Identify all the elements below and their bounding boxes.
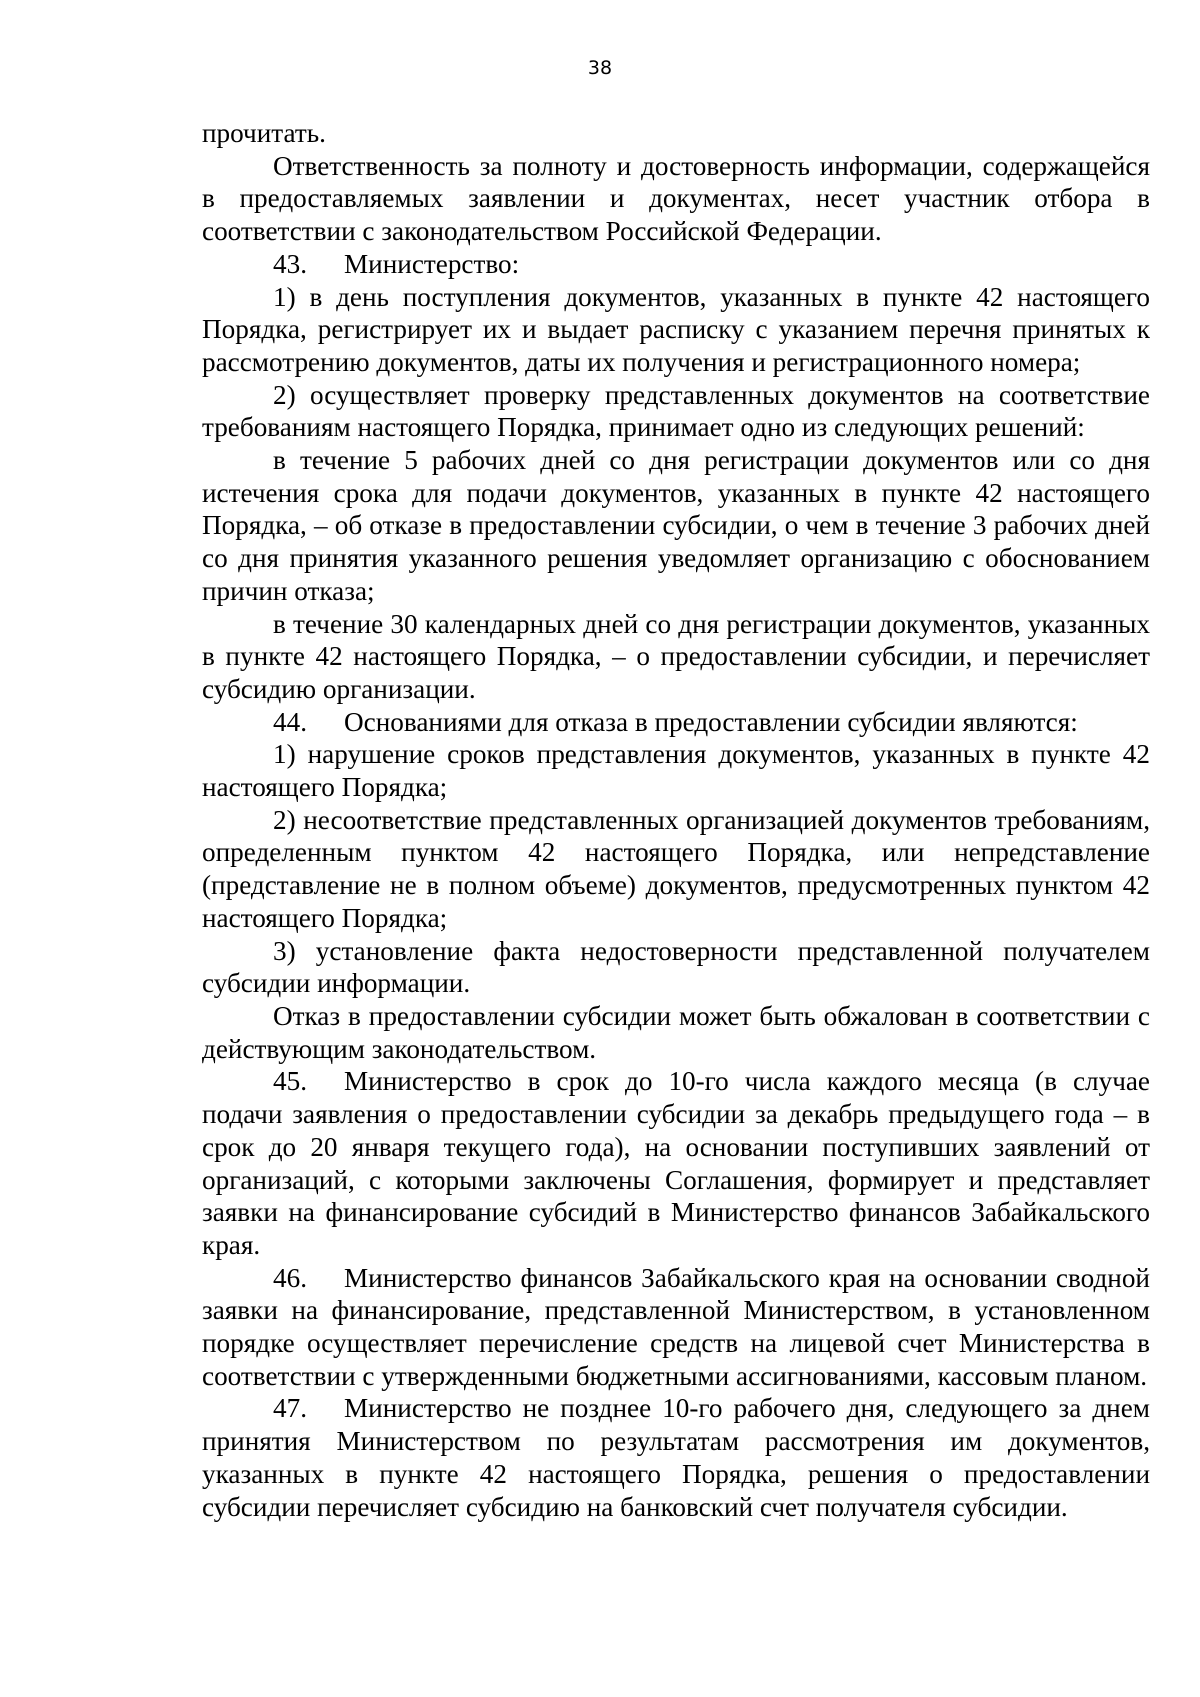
paragraph-number: 46. bbox=[273, 1262, 307, 1293]
paragraph-number: 44. bbox=[273, 706, 307, 737]
paragraph bbox=[202, 150, 1150, 248]
paragraph-text: 3) установление факта недостоверности представленной получателем субсидии информации. bbox=[202, 935, 1150, 999]
paragraph-text: Отказ в предоставлении субсидии может быть обжалован в соответствии с действующим законодательством. bbox=[202, 1000, 1150, 1064]
paragraph bbox=[202, 117, 1150, 150]
paragraph-text: 2) осуществляет проверку представленных документов на соответствие требованиям настоящего Порядка, принимает одно из следующих решений: bbox=[202, 379, 1150, 443]
paragraph-text: в течение 5 рабочих дней со дня регистрации документов или со дня истечения срока для подачи документов, указанных в пункте 42 настоящего Порядка, – об отказе в предоставлении субсидии, о чем в течение 3 рабочих дней со дня принятия указанного решения уведомляет организацию с обоснованием причин отказа; bbox=[202, 445, 1150, 606]
numbered-paragraph bbox=[202, 706, 1150, 739]
paragraph-text: прочитать. bbox=[202, 118, 326, 148]
paragraph bbox=[202, 738, 1150, 803]
numbered-paragraph bbox=[202, 1262, 1150, 1393]
paragraph-text: Основаниями для отказа в предоставлении субсидии являются: bbox=[344, 706, 1078, 737]
page-number: 38 bbox=[587, 57, 613, 79]
paragraph-number: 43. bbox=[273, 248, 307, 279]
paragraph bbox=[202, 1000, 1150, 1065]
paragraph bbox=[202, 444, 1150, 608]
paragraph-text: Ответственность за полноту и достоверность информации, содержащейся в предоставляемых заявлении и документах, несет участник отбора в соответствии с законодательством Российской Федерации. bbox=[202, 150, 1150, 247]
paragraph-text: 1) в день поступления документов, указанных в пункте 42 настоящего Порядка, регистрирует их и выдает расписку с указанием перечня принятых к рассмотрению документов, даты их получения и регистрационного номера; bbox=[202, 281, 1150, 377]
paragraph-text: 1) нарушение сроков представления документов, указанных в пункте 42 настоящего Порядка; bbox=[202, 739, 1150, 803]
paragraph-text: в течение 30 календарных дней со дня регистрации документов, указанных в пункте 42 настоящего Порядка, – о предоставлении субсидии, и перечисляет субсидию организации. bbox=[202, 608, 1150, 704]
paragraph-text: 2) несоответствие представленных организацией документов требованиям, определенным пунктом 42 настоящего Порядка, или непредставление (представление не в полном объеме) документов, предусмотренных пунктом 42 настоящего Порядка; bbox=[202, 804, 1150, 933]
paragraph-number: 47. bbox=[273, 1393, 307, 1424]
document-body bbox=[202, 117, 1150, 1523]
numbered-paragraph bbox=[202, 248, 1150, 281]
paragraph-text: Министерство не позднее 10-го рабочего дня, следующего за днем принятия Министерством по результатам рассмотрения им документов, указанных в пункте 42 настоящего Порядка, решения о предоставлении субсидии перечисляет субсидию на банковский счет получателя субсидии. bbox=[202, 1393, 1150, 1522]
paragraph bbox=[202, 935, 1150, 1000]
paragraph-number: 45. bbox=[273, 1066, 307, 1097]
numbered-paragraph bbox=[202, 1065, 1150, 1261]
paragraph-text: Министерство финансов Забайкальского края на основании сводной заявки на финансирование, представленной Министерством, в установленном порядке осуществляет перечисление средств на лицевой счет Министерства в соответствии с утвержденными бюджетными ассигнованиями, кассовым планом. bbox=[202, 1262, 1150, 1391]
paragraph bbox=[202, 379, 1150, 444]
numbered-paragraph bbox=[202, 1392, 1150, 1523]
paragraph-text: Министерство: bbox=[344, 248, 520, 279]
paragraph bbox=[202, 281, 1150, 379]
paragraph bbox=[202, 608, 1150, 706]
paragraph bbox=[202, 804, 1150, 935]
paragraph-text: Министерство в срок до 10-го числа каждого месяца (в случае подачи заявления о предоставлении субсидии за декабрь предыдущего года – в срок до 20 января текущего года), на основании поступивших заявлений от организаций, с которыми заключены Соглашения, формирует и представляет заявки на финансирование субсидий в Министерство финансов Забайкальского края. bbox=[202, 1066, 1150, 1260]
